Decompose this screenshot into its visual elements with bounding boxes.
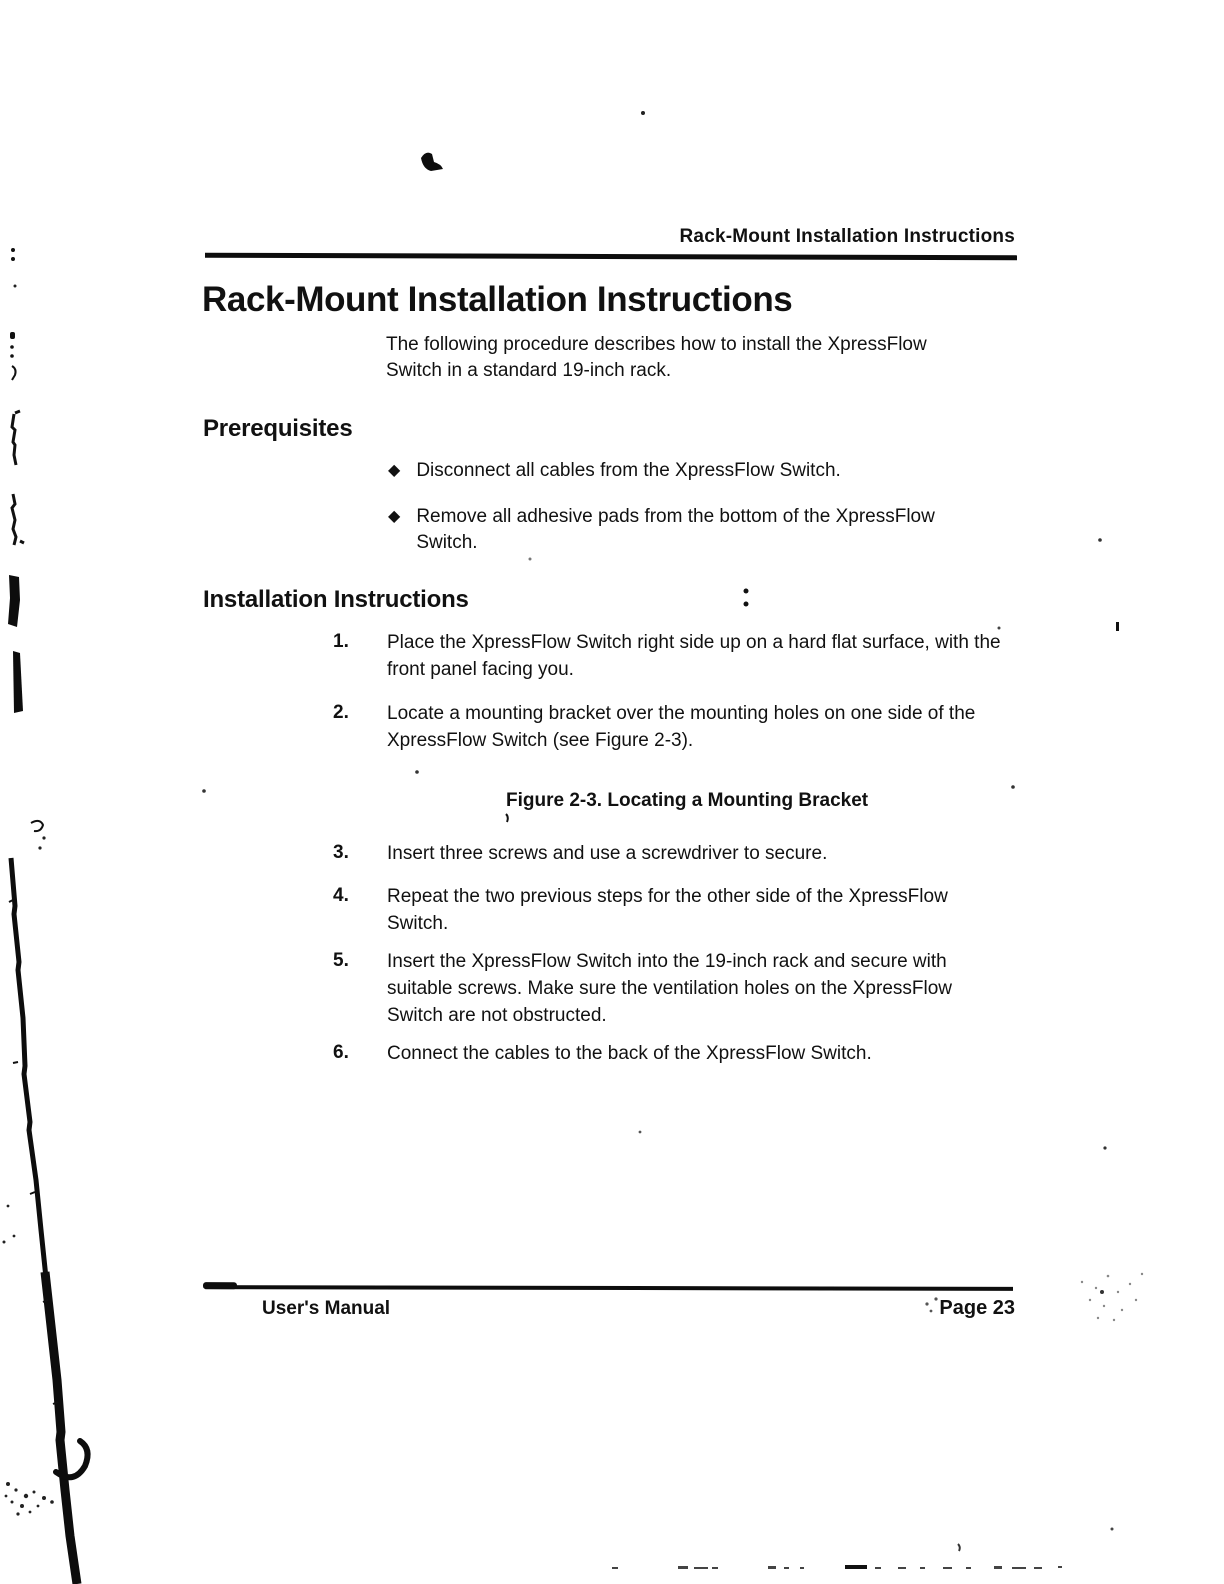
step-text: Insert the XpressFlow Switch into the 19-inch rack and secure with suitable screws. Make sure the ventilation holes on the XpressFlow Switch are not obstructed. xyxy=(387,951,952,1026)
step-row xyxy=(333,629,1009,683)
step-number: 1. xyxy=(333,631,349,652)
scan-scratch-artifact xyxy=(45,1272,77,1584)
header-rule xyxy=(205,253,1017,261)
scan-mark-before-page-number xyxy=(925,1297,937,1312)
list-item xyxy=(388,458,994,484)
scan-squiggle-artifact xyxy=(12,411,20,465)
list-item xyxy=(388,504,994,556)
scan-squiggle-artifact xyxy=(31,821,43,831)
footer-page-number: Page 23 xyxy=(939,1297,1015,1319)
step-row xyxy=(333,1040,1009,1067)
diamond-bullet-icon: ◆ xyxy=(388,508,401,525)
figure-caption: Figure 2-3. Locating a Mounting Bracket xyxy=(506,790,869,811)
page-title: Rack-Mount Installation Instructions xyxy=(202,280,793,319)
scan-dot-artifact xyxy=(641,111,645,115)
bullet-text: Remove all adhesive pads from the bottom of the XpressFlow Switch. xyxy=(416,506,935,553)
scan-speckles-artifact xyxy=(3,1205,54,1516)
intro-paragraph: The following procedure describes how to install the XpressFlow Switch in a standard 19-inch rack. xyxy=(386,334,927,381)
scan-scratch-artifact xyxy=(11,858,46,1278)
step-text: Place the XpressFlow Switch right side up on a hard flat surface, with the front panel facing you. xyxy=(387,632,1001,680)
step-text: Connect the cables to the back of the XpressFlow Switch. xyxy=(387,1043,872,1064)
scan-speckles-artifact xyxy=(1081,1273,1143,1321)
footer-manual-label: User's Manual xyxy=(262,1298,391,1319)
step-text: Locate a mounting bracket over the mounting holes on one side of the XpressFlow Switch (see Figure 2-3). xyxy=(387,703,976,751)
step-number: 2. xyxy=(333,702,349,723)
scan-blob-artifact xyxy=(8,575,20,627)
step-row xyxy=(333,840,1009,867)
scan-squiggle-artifact xyxy=(12,494,24,545)
bullet-text: Disconnect all cables from the XpressFlow Switch. xyxy=(416,460,841,481)
running-header: Rack-Mount Installation Instructions xyxy=(679,226,1015,247)
step-text: Repeat the two previous steps for the other side of the XpressFlow Switch. xyxy=(387,886,948,934)
footer-rule-blob xyxy=(203,1282,237,1289)
scan-blob-artifact xyxy=(421,153,443,171)
step-number: 6. xyxy=(333,1042,349,1063)
scan-bottom-noise-artifact xyxy=(612,1565,1062,1569)
step-number: 3. xyxy=(333,842,349,863)
step-row xyxy=(333,700,989,754)
footer-rule xyxy=(205,1285,1013,1291)
installation-heading: Installation Instructions xyxy=(203,586,469,613)
scan-hook-artifact xyxy=(56,1441,88,1477)
step-row xyxy=(333,948,1009,1029)
diamond-bullet-icon: ◆ xyxy=(388,462,401,479)
step-text: Insert three screws and use a screwdriver to secure. xyxy=(387,843,828,864)
prerequisites-heading: Prerequisites xyxy=(203,415,353,442)
step-row xyxy=(333,883,1009,937)
scan-stroke-artifact xyxy=(13,651,23,713)
step-number: 5. xyxy=(333,950,349,971)
step-number: 4. xyxy=(333,885,349,906)
